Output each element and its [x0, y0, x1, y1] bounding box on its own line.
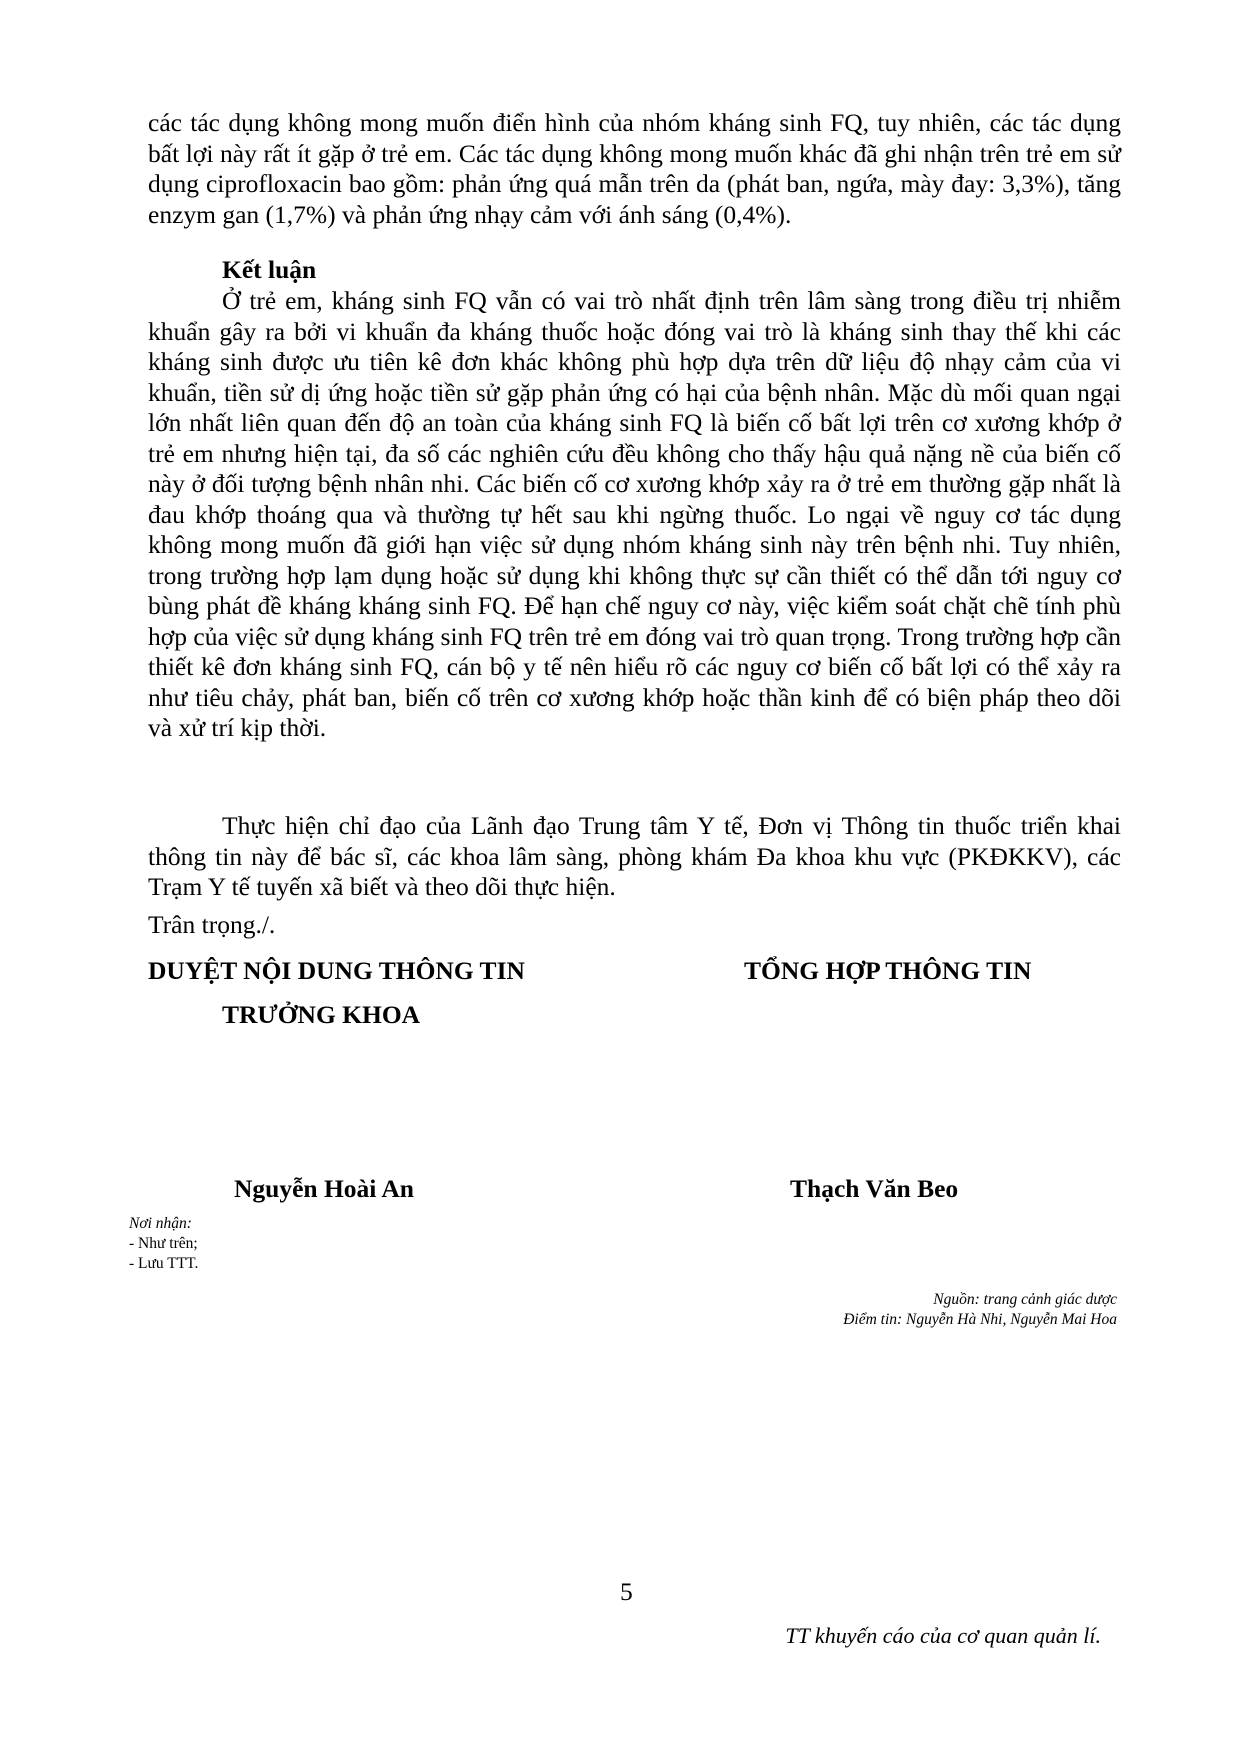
intro-paragraph: các tác dụng không mong muốn điển hình của nhóm kháng sinh FQ, tuy nhiên, các tác dụng bất lợi này rất ít gặp ở trẻ em. Các tác dụng không mong muốn khác đã ghi nhận trên trẻ em sử dụng ciprofloxacin bao gồm: phản ứng quá mẫn trên da (phát ban, ngứa, mày đay: 3,3%), tăng enzym gan (1,7%) và phản ứng nhạy cảm với ánh sáng (0,4%).	[148, 108, 1121, 229]
right-signer-name: Thạch Văn Beo	[790, 1174, 959, 1203]
source-block	[843, 1290, 1117, 1330]
conclusion-heading: Kết luận	[222, 255, 317, 284]
left-signature-subtitle: TRƯỞNG KHOA	[222, 1000, 421, 1029]
conclusion-block	[148, 286, 1121, 744]
left-signer-name: Nguyễn Hoài An	[234, 1174, 414, 1203]
left-signature-title: DUYỆT NỘI DUNG THÔNG TIN	[148, 956, 525, 985]
implementation-paragraph: Thực hiện chỉ đạo của Lãnh đạo Trung tâm Y tế, Đơn vị Thông tin thuốc triển khai thông tin này để bác sĩ, các khoa lâm sàng, phòng khám Đa khoa khu vực (PKĐKKV), các Trạm Y tế tuyến xã biết và theo dõi thực hiện.	[148, 811, 1121, 901]
conclusion-paragraph: Ở trẻ em, kháng sinh FQ vẫn có vai trò nhất định trên lâm sàng trong điều trị nhiễm khuẩn gây ra bởi vi khuẩn đa kháng thuốc hoặc đóng vai trò là kháng sinh thay thế khi các kháng sinh được ưu tiên kê đơn khác không phù hợp dựa trên dữ liệu độ nhạy cảm của vi khuẩn, tiền sử dị ứng hoặc tiền sử gặp phản ứng có hại của bệnh nhân. Mặc dù mối quan ngại lớn nhất liên quan đến độ an toàn của kháng sinh FQ là biến cố bất lợi trên cơ xương khớp ở trẻ em nhưng hiện tại, đa số các nghiên cứu đều không cho thấy hậu quả nặng nề của biến cố này ở đối tượng bệnh nhân nhi. Các biến cố cơ xương khớp xảy ra ở trẻ em thường gặp nhất là đau khớp thoáng qua và thường tự hết sau khi ngừng thuốc. Lo ngại về nguy cơ tác dụng không mong muốn đã giới hạn việc sử dụng nhóm kháng sinh này trên bệnh nhi. Tuy nhiên, trong trường hợp lạm dụng hoặc sử dụng khi không thực sự cần thiết có thể dẫn tới nguy cơ bùng phát đề kháng kháng sinh FQ. Để hạn chế nguy cơ này, việc kiểm soát chặt chẽ tính phù hợp của việc sử dụng kháng sinh FQ trên trẻ em đóng vai trò quan trọng. Trong trường hợp cần thiết kê đơn kháng sinh FQ, cán bộ y tế nên hiểu rõ các nguy cơ biến cố bất lợi có thể xảy ra như tiêu chảy, phát ban, biến cố trên cơ xương khớp hoặc thần kinh để có biện pháp theo dõi và xử trí kịp thời.	[148, 286, 1121, 742]
compiler-line: Điểm tin: Nguyễn Hà Nhi, Nguyễn Mai Hoa	[843, 1311, 1117, 1328]
closing-salutation: Trân trọng./.	[148, 910, 276, 939]
source-line: Nguồn: trang cảnh giác dược	[933, 1291, 1117, 1308]
footer-note: TT khuyến cáo của cơ quan quản lí.	[785, 1623, 1101, 1648]
right-signature-title: TỔNG HỢP THÔNG TIN	[744, 956, 1032, 985]
recipient-item: - Lưu TTT.	[129, 1255, 199, 1272]
recipient-item: - Như trên;	[129, 1235, 198, 1252]
page-number: 5	[620, 1577, 633, 1606]
recipients-block	[129, 1214, 198, 1274]
recipients-label: Nơi nhận:	[129, 1215, 192, 1232]
intro-paragraph-block	[148, 108, 1121, 230]
implementation-block	[148, 811, 1121, 903]
